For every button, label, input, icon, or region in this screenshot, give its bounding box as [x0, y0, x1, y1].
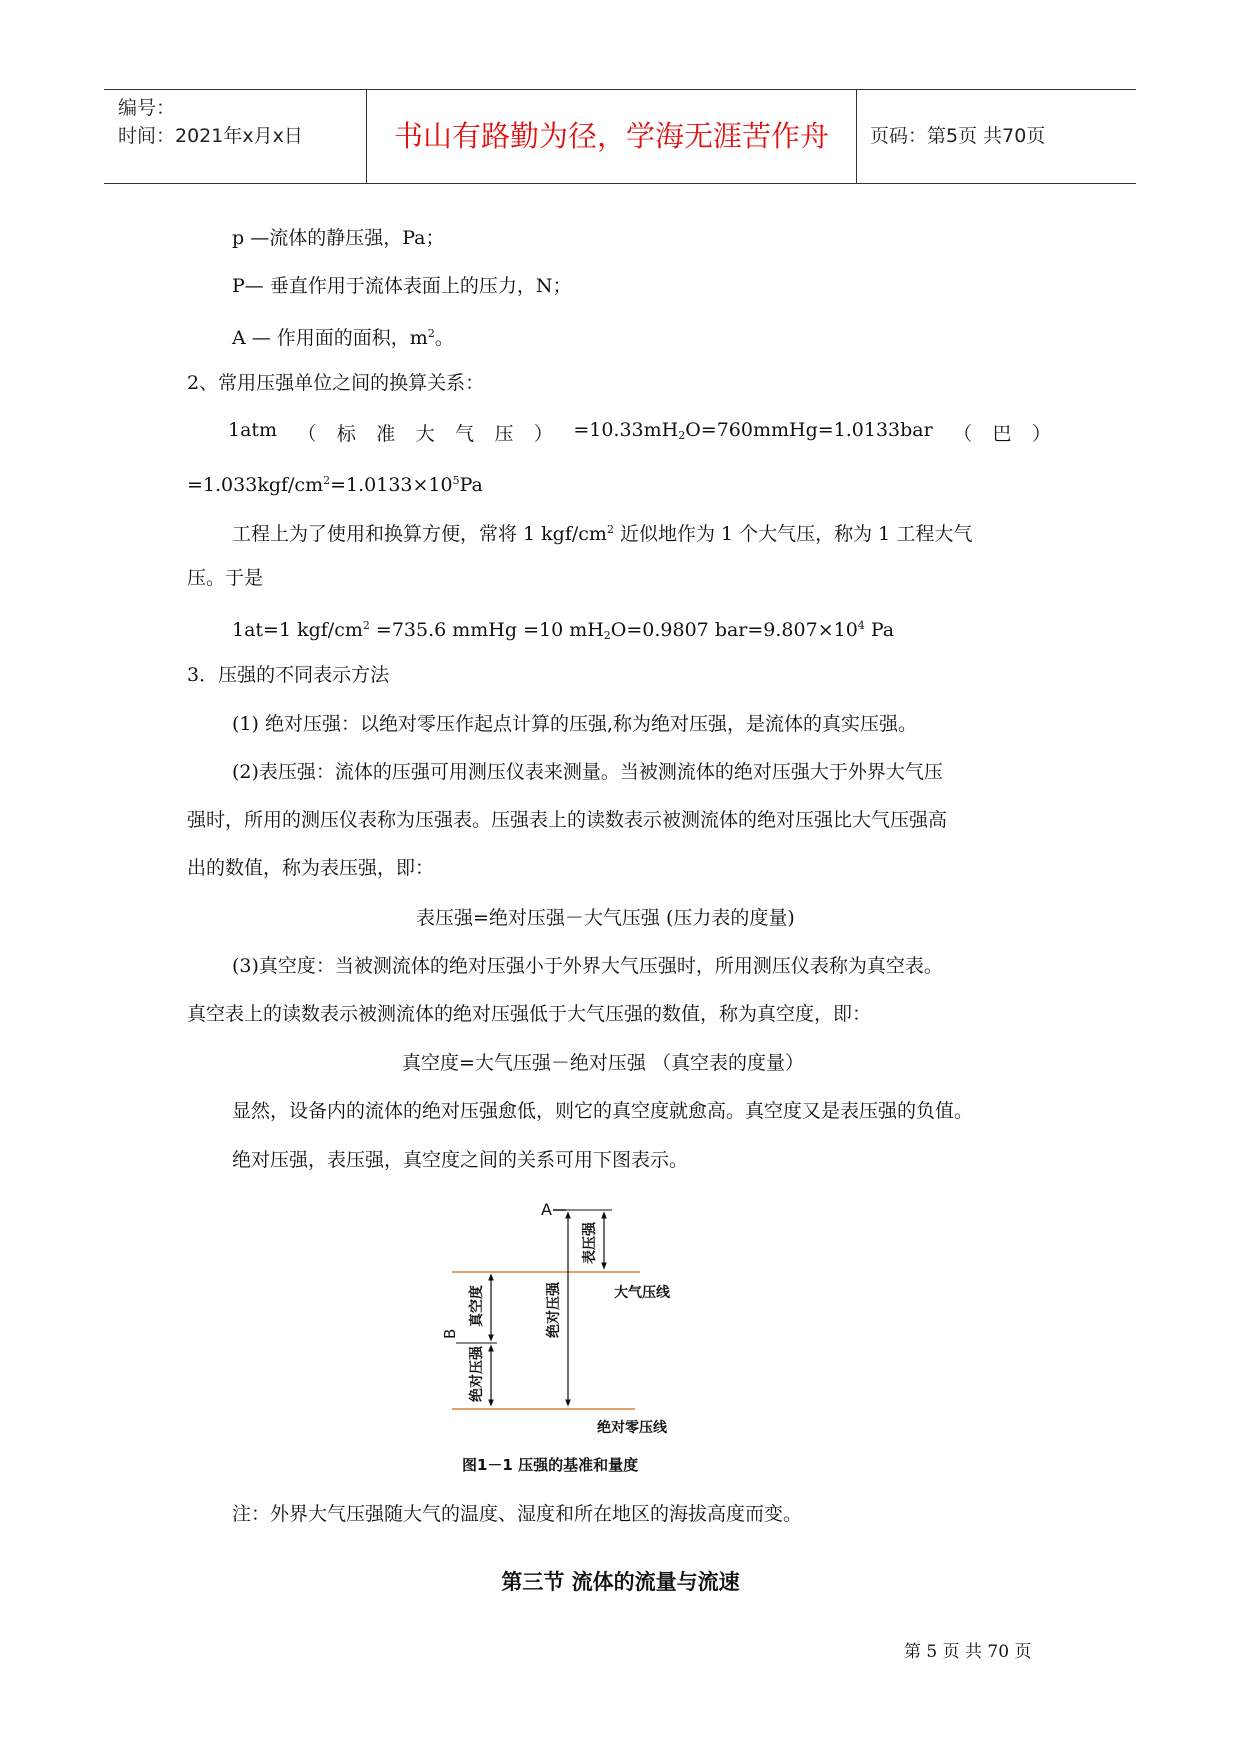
atm-word: （ [297, 423, 317, 445]
sub-2: 2 [603, 629, 611, 642]
atm-word: 压 [494, 423, 514, 445]
def-static-pressure: p —流体的静压强，Pa； [232, 227, 445, 249]
zero-line-label: 绝对零压线 [597, 1420, 667, 1436]
abs-a-label: 绝对压强 [546, 1282, 562, 1338]
def-area-sup: 2 [427, 327, 435, 340]
gauge-formula: 表压强=绝对压强－大气压强 (压力表的度量) [416, 907, 795, 929]
sub-2: 2 [678, 429, 686, 442]
vacuum-text-2: 真空表上的读数表示被测流体的绝对压强低于大气压强的数值，称为真空度，即： [187, 1003, 872, 1025]
at-d: Pa [864, 619, 895, 641]
atm-formula-b: O=760mmHg=1.0133bar [685, 419, 933, 441]
atm-word: 气 [455, 423, 475, 445]
point-a-label: A [541, 1200, 552, 1219]
eng-b: 近似地作为 1 个大气压，称为 1 工程大气 [613, 523, 973, 545]
sec2-heading: 2、常用压强单位之间的换算关系： [187, 372, 485, 394]
obvious-text: 显然，设备内的流体的绝对压强愈低，则它的真空度就愈高。真空度又是表压强的负值。 [232, 1100, 974, 1122]
atm-word: 标 [336, 423, 356, 445]
relation-text: 绝对压强，表压强，真空度之间的关系可用下图表示。 [232, 1149, 689, 1171]
figure-caption: 图1－1 压强的基准和量度 [462, 1456, 639, 1474]
line2-a: =1.033kgf/cm [187, 474, 324, 496]
atm-word: 1atm [228, 419, 278, 441]
point-b-label: B [441, 1328, 459, 1339]
sup-2: 2 [606, 523, 614, 536]
section-title: 第三节 流体的流量与流速 [501, 1570, 740, 1594]
eng-atm-line1 [232, 516, 972, 548]
sup-2: 2 [362, 619, 370, 632]
atm-word: 准 [376, 423, 396, 445]
atm-word: 大 [415, 423, 435, 445]
gauge-text-3: 出的数值，称为表压强，即： [187, 857, 435, 879]
header-motto: 书山有路勤为径，学海无涯苦作舟 [393, 119, 829, 153]
gauge-text-1: (2)表压强：流体的压强可用测压仪表来测量。当被测流体的绝对压强大于外界大气压 [232, 761, 943, 783]
line2-c: Pa [459, 474, 483, 496]
at-sup: 4 [857, 619, 865, 632]
at-c: O=0.9807 bar=9.807×10 [610, 619, 858, 641]
atm-word: 巴 [992, 423, 1012, 445]
at-a: 1at=1 kgf/cm [232, 619, 363, 641]
atm-word: ） [533, 423, 553, 445]
def-force: P— 垂直作用于流体表面上的压力，N； [232, 275, 572, 297]
header-page-label: 页码：第5页 共70页 [870, 125, 1046, 147]
def-area [232, 320, 454, 352]
at-b: =735.6 mmHg =10 mH [369, 619, 604, 641]
note-text: 注：外界大气压强随大气的温度、湿度和所在地区的海拔高度而变。 [232, 1503, 803, 1525]
vacuum-label: 真空度 [469, 1285, 485, 1327]
vacuum-text-1: (3)真空度：当被测流体的绝对压强小于外界大气压强时，所用测压仪表称为真空表。 [232, 955, 943, 977]
atm-word: ） [1031, 423, 1051, 445]
serial-label: 编号： [118, 97, 176, 119]
gauge-label: 表压强 [582, 1222, 598, 1264]
sec3-heading: 3．压强的不同表示方法 [187, 664, 390, 686]
atm-conversion-line2 [187, 467, 483, 499]
header-meta [118, 94, 303, 150]
gauge-text-2: 强时，所用的测压仪表称为压强表。压强表上的读数表示被测流体的绝对压强比大气压强高 [187, 809, 948, 831]
eng-a: 工程上为了使用和换算方便，常将 1 kgf/cm [232, 523, 607, 545]
abs-pressure-text: (1) 绝对压强：以绝对零压作起点计算的压强,称为绝对压强，是流体的真实压强。 [232, 713, 917, 735]
page-header [104, 89, 1136, 184]
atm-word: （ [953, 423, 973, 445]
atm-line-label: 大气压线 [614, 1285, 670, 1301]
atm-formula-a: =10.33mH [573, 419, 679, 441]
eng-atm-line2: 压。于是 [187, 567, 264, 589]
abs-b-label: 绝对压强 [469, 1346, 485, 1402]
header-divider [856, 90, 857, 183]
sup-2: 2 [323, 474, 331, 487]
atm-formula [573, 419, 932, 446]
def-area-end: 。 [434, 327, 454, 349]
atm-conversion-line1 [228, 419, 1051, 446]
line2-b: =1.0133×10 [330, 474, 453, 496]
page-footer: 第 5 页 共 70 页 [904, 1642, 1032, 1662]
at-conversion [232, 612, 894, 650]
vacuum-formula: 真空度=大气压强－绝对压强 （真空表的度量） [402, 1052, 804, 1074]
def-area-text: A — 作用面的面积，m [232, 327, 428, 349]
time-label: 时间：2021年x月x日 [118, 125, 303, 147]
line2-sup: 5 [452, 474, 460, 487]
